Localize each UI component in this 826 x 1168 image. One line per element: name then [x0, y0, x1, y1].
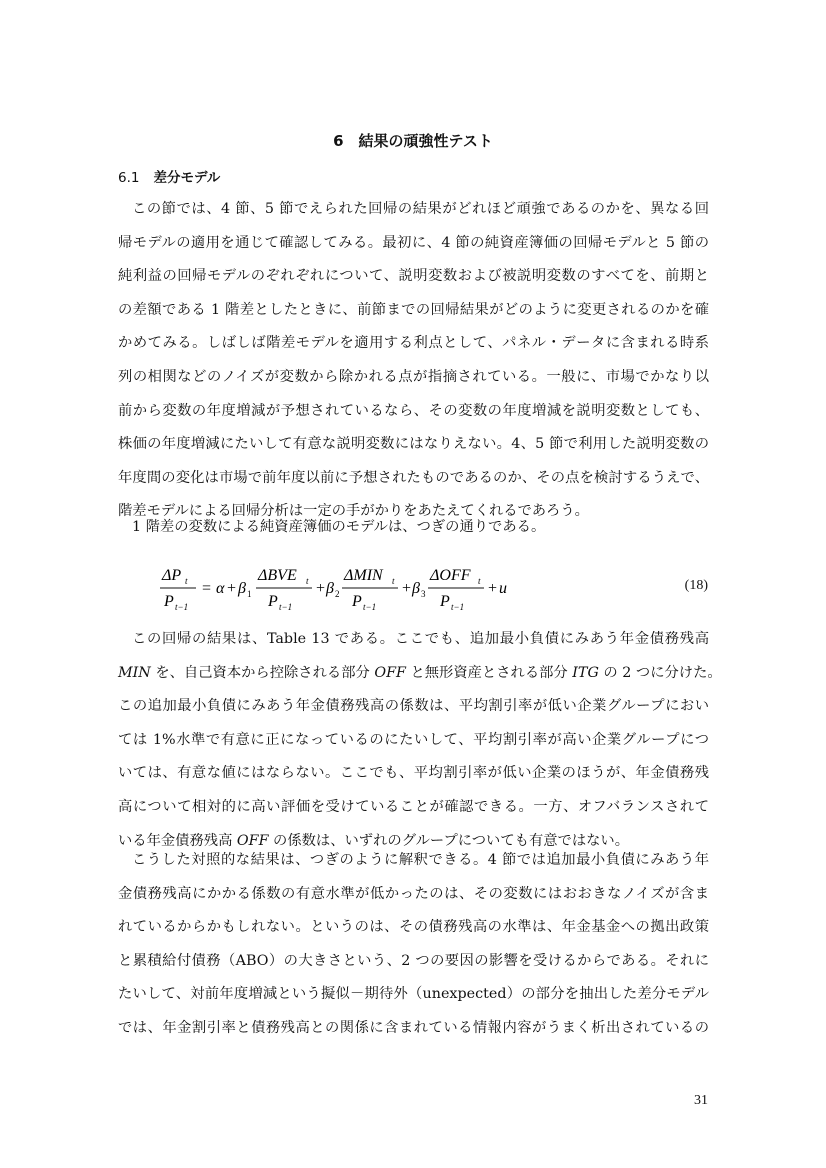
eq-alpha: α [216, 580, 225, 597]
paragraph-line: の差額である 1 階差としたときに、前節までの回帰結果がどのように変更されるのかを確 [118, 301, 709, 318]
equation-18 [160, 560, 690, 616]
paragraph-line: と累積給付債務（ABO）の大きさという、2 つの要因の影響を受けるからである。それに [118, 952, 709, 969]
paragraph-line: 階差モデルによる回帰分析は一定の手がかりをあたえてくれるであろう。 [118, 503, 589, 520]
paragraph-line: いる年金債務残高 OFF の係数は、いずれのグループについても有意ではない。 [118, 832, 630, 849]
paragraph-line: 帰モデルの適用を通じて確認してみる。最初に、4 節の純資産簿価の回帰モデルと 5 節の [118, 234, 709, 251]
paragraph-line: 列の相関などのノイズが変数から除かれる点が指摘されている。一般に、市場でかなり以 [118, 368, 709, 385]
eq-beta2-sub: 2 [335, 589, 340, 599]
eq-plus: + [227, 580, 237, 597]
paragraph-line: この節では、4 節、5 節でえられた回帰の結果がどれほど頑強であるのかを、異なる回 [132, 201, 709, 217]
eq-lhs-numerator-sub: t [185, 576, 188, 586]
eq-lhs-denominator: P [164, 593, 174, 610]
paragraph-line: この回帰の結果は、Table 13 である。ここでも、追加最小負債にみあう年金債務残高 [132, 631, 709, 647]
eq-beta2: β [326, 580, 334, 597]
paragraph-line: いては、有意な値にはならない。ここでも、平均割引率が低い企業のほうが、年金債務残 [118, 765, 709, 782]
eq-plus: + [316, 580, 326, 597]
paragraph-1 [118, 193, 709, 529]
eq-lhs-denominator-sub: t−1 [175, 602, 189, 612]
paragraph-line: この追加最小負債にみあう年金債務残高の係数は、平均割引率が低い企業グループにおい [118, 698, 709, 715]
eq-t3-denominator-sub: t−1 [451, 602, 465, 612]
subsection-number: 6.1 [118, 170, 140, 186]
equation-number: (18) [684, 578, 708, 593]
eq-t2-denominator: P [352, 593, 362, 610]
paragraph-line: 株価の年度増減にたいして有意な説明変数にはなりえない。4、5 節で利用した説明変数の [118, 436, 709, 453]
eq-lhs-numerator: ΔP [162, 567, 182, 584]
eq-beta3: β [412, 580, 420, 597]
eq-t3-denominator: P [440, 593, 450, 610]
paragraph-2 [118, 511, 709, 545]
paragraph-line: 高について相対的に高い評価を受けていることが確認できる。一方、オフバランスされて [118, 798, 709, 815]
paragraph-line: れているからかもしれない。というのは、その債務残高の水準は、年金基金への拠出政策 [118, 919, 709, 936]
paragraph-line: MIN を、自己資本から控除される部分 OFF と無形資産とされる部分 ITG の 2 つに分けた。 [118, 664, 722, 681]
eq-plus: + [488, 580, 498, 597]
eq-beta1: β [238, 580, 246, 597]
paragraph-line: たいして、対前年度増減という擬似－期待外（unexpected）の部分を抽出した差分モデル [118, 986, 709, 1003]
paragraph-4 [118, 844, 709, 1046]
page-number: 31 [694, 1093, 708, 1108]
eq-equals: = [202, 580, 212, 597]
eq-t2-denominator-sub: t−1 [363, 602, 377, 612]
eq-error-term: u [499, 580, 507, 597]
eq-beta3-sub: 3 [421, 589, 426, 599]
eq-t1-denominator: P [268, 593, 278, 610]
paragraph-line: では、年金割引率と債務残高との関係に含まれている情報内容がうまく析出されているの [118, 1019, 709, 1036]
eq-plus: + [402, 580, 412, 597]
paragraph-line: 純利益の回帰モデルのぞれぞれについて、説明変数および被説明変数のすべてを、前期と [118, 268, 709, 285]
eq-t3-numerator: ΔOFF [430, 567, 471, 584]
paragraph-line: かめてみる。しばしば階差モデルを適用する利点として、パネル・データに含まれる時系 [118, 335, 709, 352]
eq-t1-denominator-sub: t−1 [279, 602, 293, 612]
subsection-title: 差分モデル [153, 170, 221, 186]
eq-beta1-sub: 1 [247, 589, 252, 599]
paragraph-3 [118, 623, 722, 858]
eq-t3-numerator-sub: t [478, 576, 481, 586]
subsection-heading [118, 166, 220, 186]
eq-t1-numerator: ΔBVE [258, 567, 297, 584]
paragraph-line: 金債務残高にかかる係数の有意水準が低かったのは、その変数にはおおきなノイズが含ま [118, 885, 709, 902]
paragraph-line: 年度間の変化は市場で前年度以前に予想されたものであるのか、その点を検討するうえで、 [118, 469, 709, 486]
section-title: 6 結果の頑強性テスト [333, 132, 493, 150]
paragraph-line: 1 階差の変数による純資産簿価のモデルは、つぎの通りである。 [132, 519, 546, 535]
eq-t2-numerator-sub: t [392, 576, 395, 586]
eq-t1-numerator-sub: t [306, 576, 309, 586]
paragraph-line: こうした対照的な結果は、つぎのように解釈できる。4 節では追加最小負債にみあう年 [132, 852, 709, 868]
eq-t2-numerator: ΔMIN [344, 567, 383, 584]
paragraph-line: ては 1%水準で有意に正になっているのにたいして、平均割引率が高い企業グループにつ [118, 731, 709, 748]
paragraph-line: 前から変数の年度増減が予想されているなら、その変数の年度増減を説明変数としても、 [118, 402, 709, 419]
